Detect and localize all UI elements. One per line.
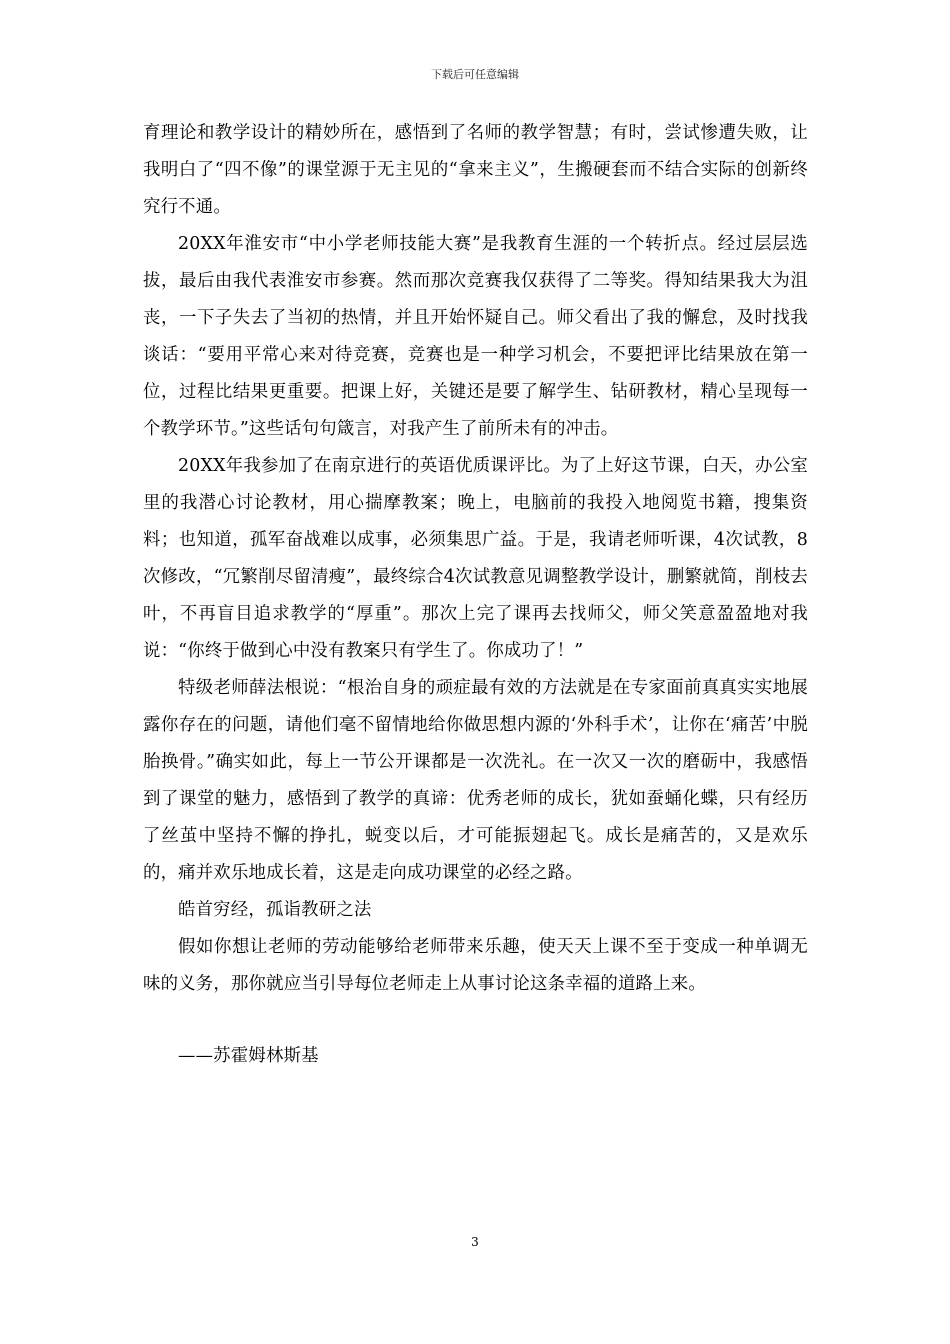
paragraph-continuation: 育理论和教学设计的精妙所在，感悟到了名师的教学智慧；有时，尝试惨遭失败，让我明白了“四不像”的课堂源于无主见的“拿来主义”，生搬硬套而不结合实际的创新终究行不通。 [143, 123, 808, 217]
page-number: 3 [471, 1235, 479, 1249]
paragraph-quote: 假如你想让老师的劳动能够给老师带来乐趣，使天天上课不至于变成一种单调无味的义务，那你就应当引导每位老师走上从事讨论这条幸福的道路上来。 [143, 937, 808, 994]
quote-attribution: ——苏霍姆林斯基 [178, 1046, 319, 1066]
document-body [143, 115, 808, 1075]
paragraph-xue-fagen: 特级老师薛法根说：“根治自身的顽症最有效的方法就是在专家面前真真实实地展露你存在的问题，请他们毫不留情地给你做思想内源的‘外科手术’，让你在‘痛苦’中脱胎换骨。”确实如此，每上一节公开课都是一次洗礼。在一次又一次的磨砺中，我感悟到了课堂的魅力，感悟到了教学的真谛：优秀老师的成长，犹如蚕蛹化蝶，只有经历了丝茧中坚持不懈的挣扎，蜕变以后，才可能振翅起飞。成长是痛苦的，又是欢乐的，痛并欢乐地成长着，这是走向成功课堂的必经之路。 [143, 678, 808, 883]
page-header: 下载后可任意编辑 [431, 68, 519, 81]
paragraph-nanjing: 20XX年我参加了在南京进行的英语优质课评比。为了上好这节课，白天，办公室里的我潜心讨论教材，用心揣摩教案；晚上，电脑前的我投入地阅览书籍，搜集资料；也知道，孤军奋战难以成事，必须集思广益。于是，我请老师听课，4次试教，8次修改，“冗繁削尽留清瘦”，最终综合4次试教意见调整教学设计，删繁就简，削枝去叶，不再盲目追求教学的“厚重”。那次上完了课再去找师父，师父笑意盈盈地对我说：“你终于做到心中没有教案只有学生了。你成功了！” [143, 456, 808, 661]
paragraph-competition: 20XX年淮安市“中小学老师技能大赛”是我教育生涯的一个转折点。经过层层选拔，最后由我代表淮安市参赛。然而那次竞赛我仅获得了二等奖。得知结果我大为沮丧，一下子失去了当初的热情，并且开始怀疑自己。师父看出了我的懈怠，及时找我谈话：“要用平常心来对待竞赛，竞赛也是一种学习机会，不要把评比结果放在第一位，过程比结果更重要。把课上好，关键还是要了解学生、钻研教材，精心呈现每一个教学环节。”这些话句句箴言，对我产生了前所未有的冲击。 [143, 234, 808, 439]
section-heading: 皓首穷经，孤诣教研之法 [178, 900, 372, 920]
